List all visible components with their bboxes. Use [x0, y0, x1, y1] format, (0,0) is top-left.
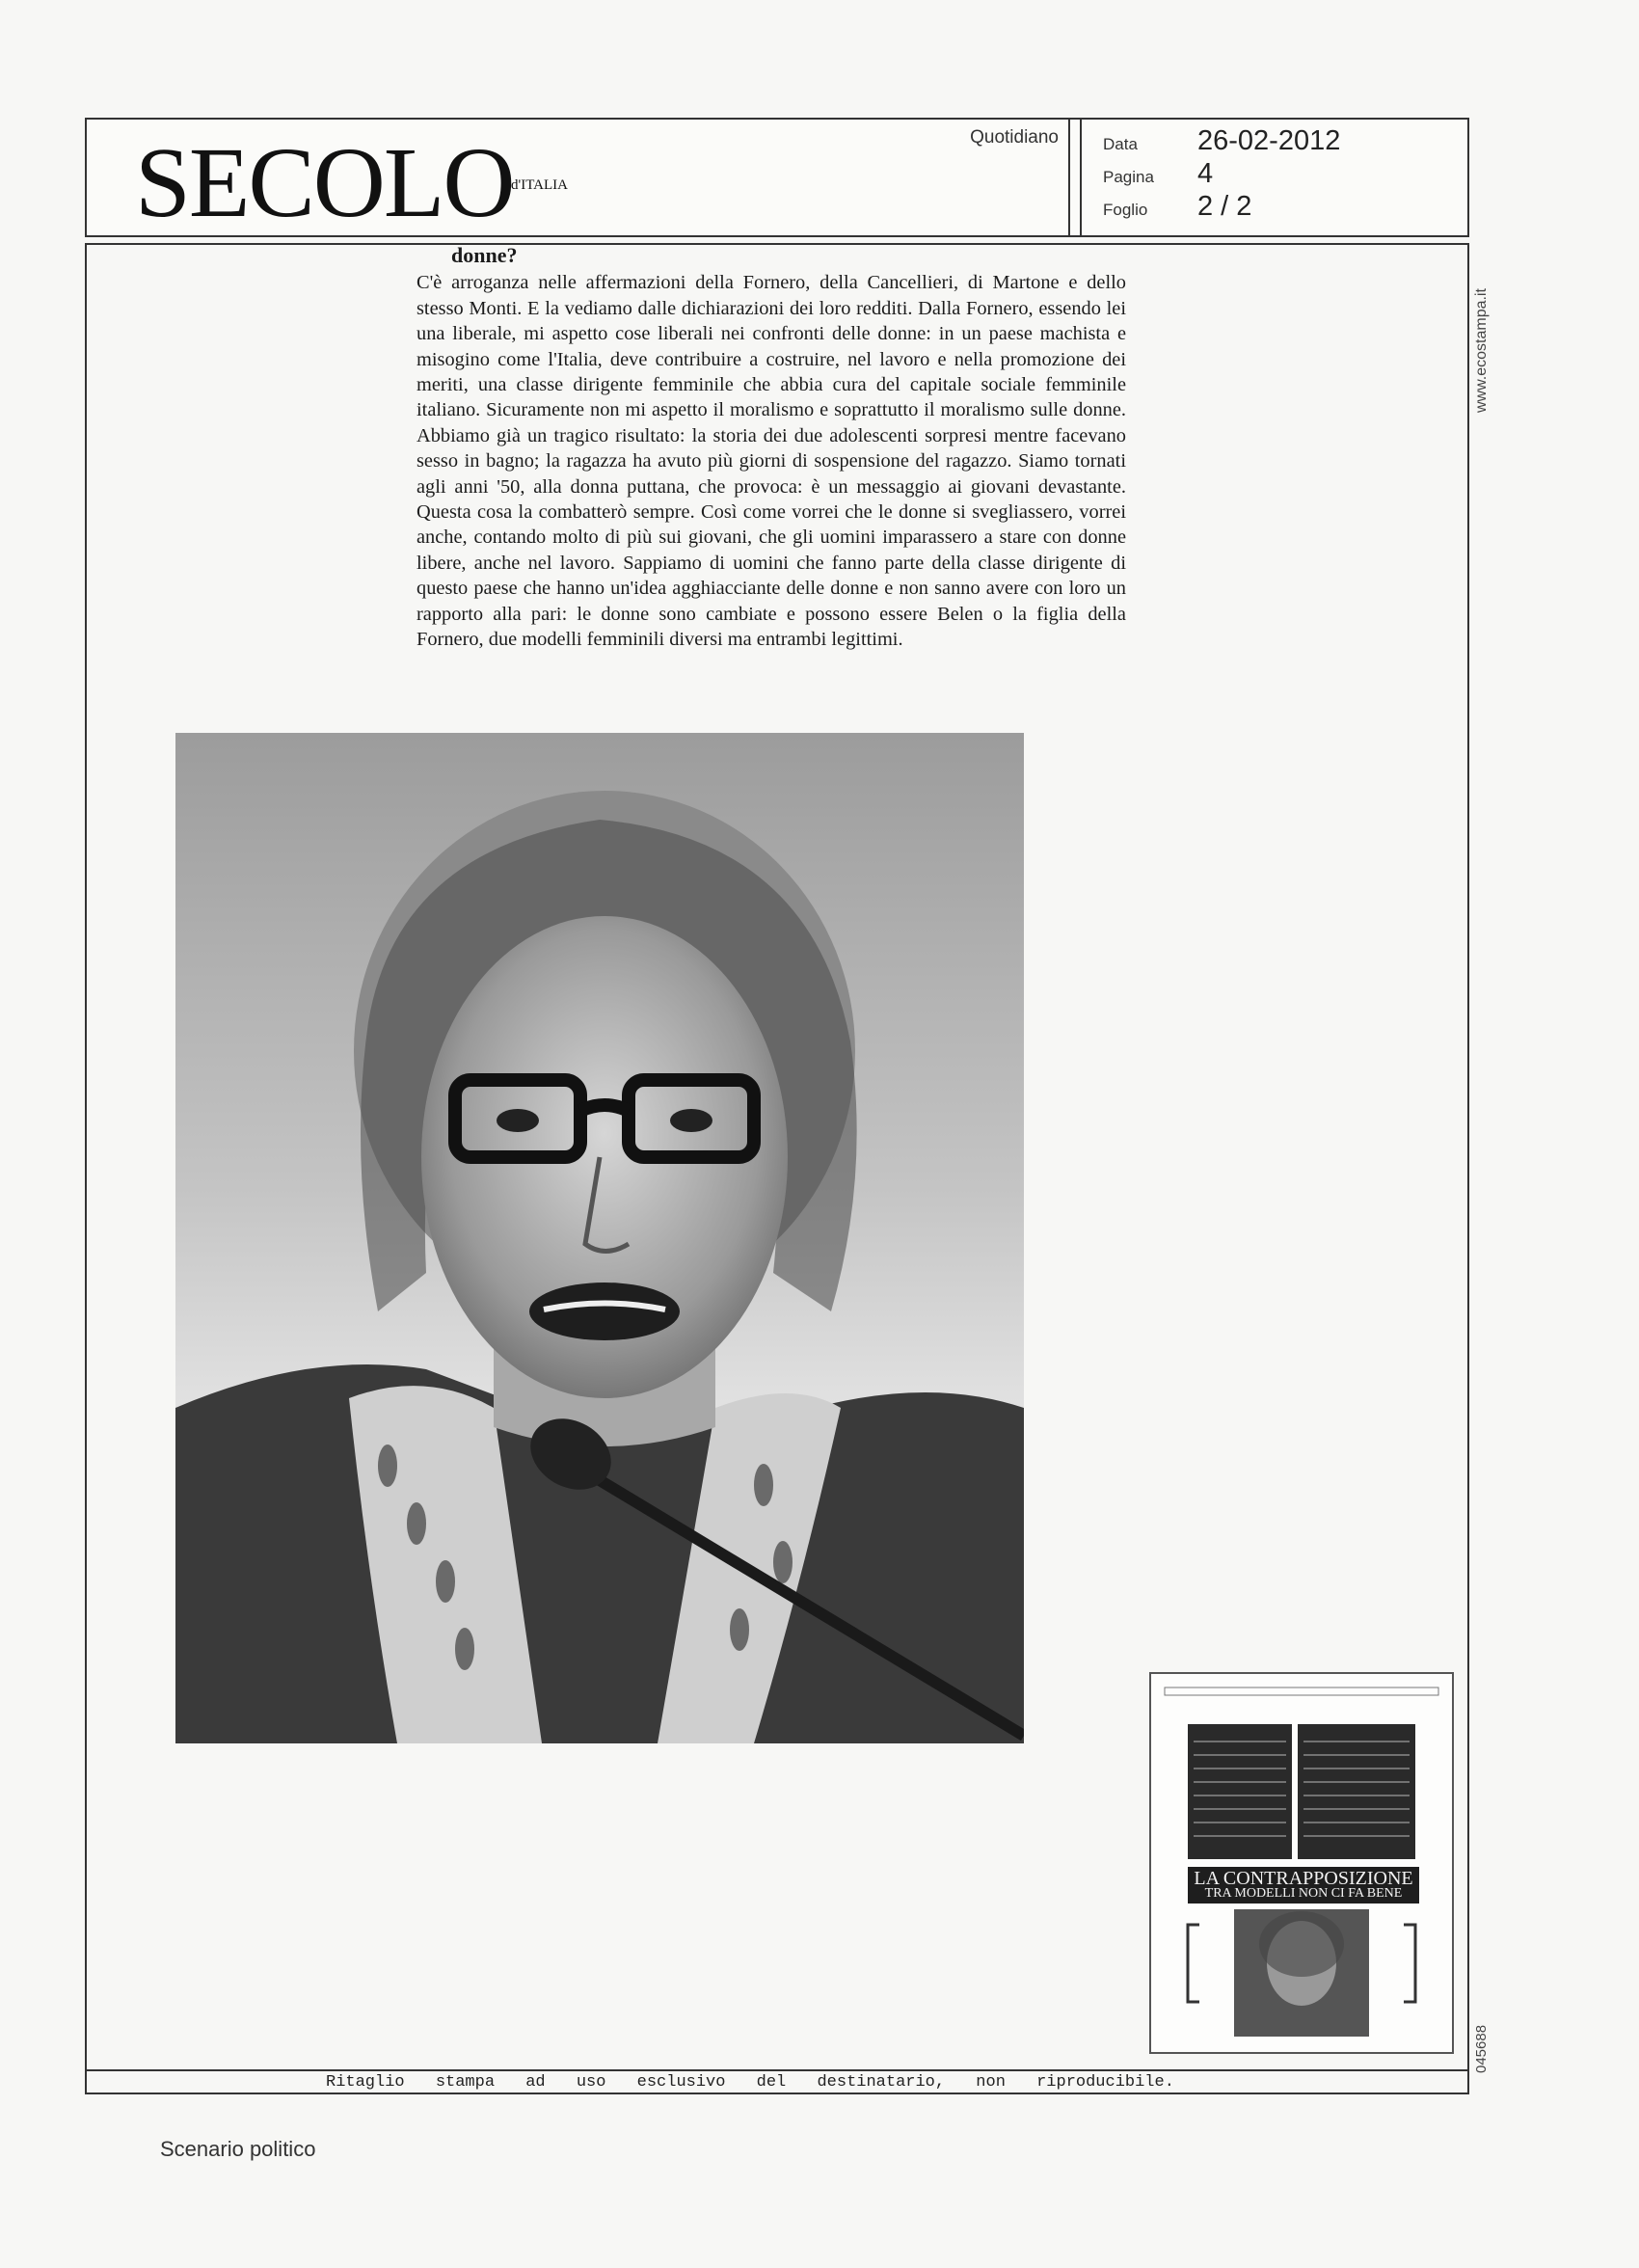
masthead — [87, 120, 1070, 238]
meta-sheet: Foglio 2 / 2 — [1103, 191, 1252, 222]
section-label: Scenario politico — [160, 2137, 316, 2161]
article-heading: donne? — [451, 243, 518, 267]
thumbnail-headline-main: LA CONTRAPPOSIZIONE — [1194, 1868, 1413, 1889]
thumbnail-graphic — [1151, 1674, 1452, 2052]
newspaper-logo-sub: d'ITALIA — [511, 177, 568, 193]
header-box — [85, 118, 1469, 237]
publication-type: Quotidiano — [970, 127, 1059, 148]
article-thumbnail — [1149, 1672, 1454, 2054]
article-body: C'è arroganza nelle affermazioni della Fornero, della Cancellieri, di Martone e dello stesso Monti. E la vediamo dalle dichiarazioni dei loro redditi. Dalla Fornero, essendo lei una liberale, mi aspetto cose liberali nei confronti delle donne: in un paese machista e misogino come l'Italia, deve contribuire a costruire, nel lavoro e nella promozione dei meriti, una classe dirigente femminile che abbia cura del capitale sociale femminile italiano. Sicuramente non mi aspetto il moralismo e soprattutto il moralismo sulle donne. Abbiamo già un tragico risultato: la storia dei due adolescenti sorpresi mentre facevano sesso in bagno; la ragazza ha avuto più giorni di sospensione del ragazzo. Siamo tornati agli anni '50, alla donna puttana, che provoca: è un messaggio ai giovani devastante. Questa cosa la combatterò sempre. Così come vorrei che le donne si svegliassero, vorrei anche, contando molto di più sui giovani, che gli uomini imparassero a stare con donne libere, anche nel lavoro. Sappiamo di uomini che fanno parte della classe dirigente di questo paese che hanno un'idea agghiacciante delle donne e non sanno avere con loro un rapporto alla pari: le donne sono cambiate e possono essere Belen o la figlia della Fornero, due modelli femminili diversi ma entrambi legittimi. — [416, 272, 1126, 651]
portrait-photo — [175, 733, 1024, 1743]
newspaper-logo: SECOLO — [135, 127, 514, 238]
footer-notice: Ritaglio stampa ad uso esclusivo del destinatario, non riproducibile. — [326, 2073, 1174, 2092]
meta-page: Pagina 4 — [1103, 158, 1214, 189]
meta-box — [1080, 120, 1477, 235]
thumbnail-headline — [1188, 1867, 1419, 1904]
meta-date: Data 26-02-2012 — [1103, 125, 1341, 156]
side-url: www.ecostampa.it — [1473, 288, 1490, 413]
side-code: 045688 — [1473, 2024, 1490, 2073]
article — [416, 243, 1126, 653]
footer-strip — [85, 2069, 1469, 2094]
thumbnail-subhead: TRA MODELLI NON CI FA BENE — [1204, 1886, 1403, 1901]
